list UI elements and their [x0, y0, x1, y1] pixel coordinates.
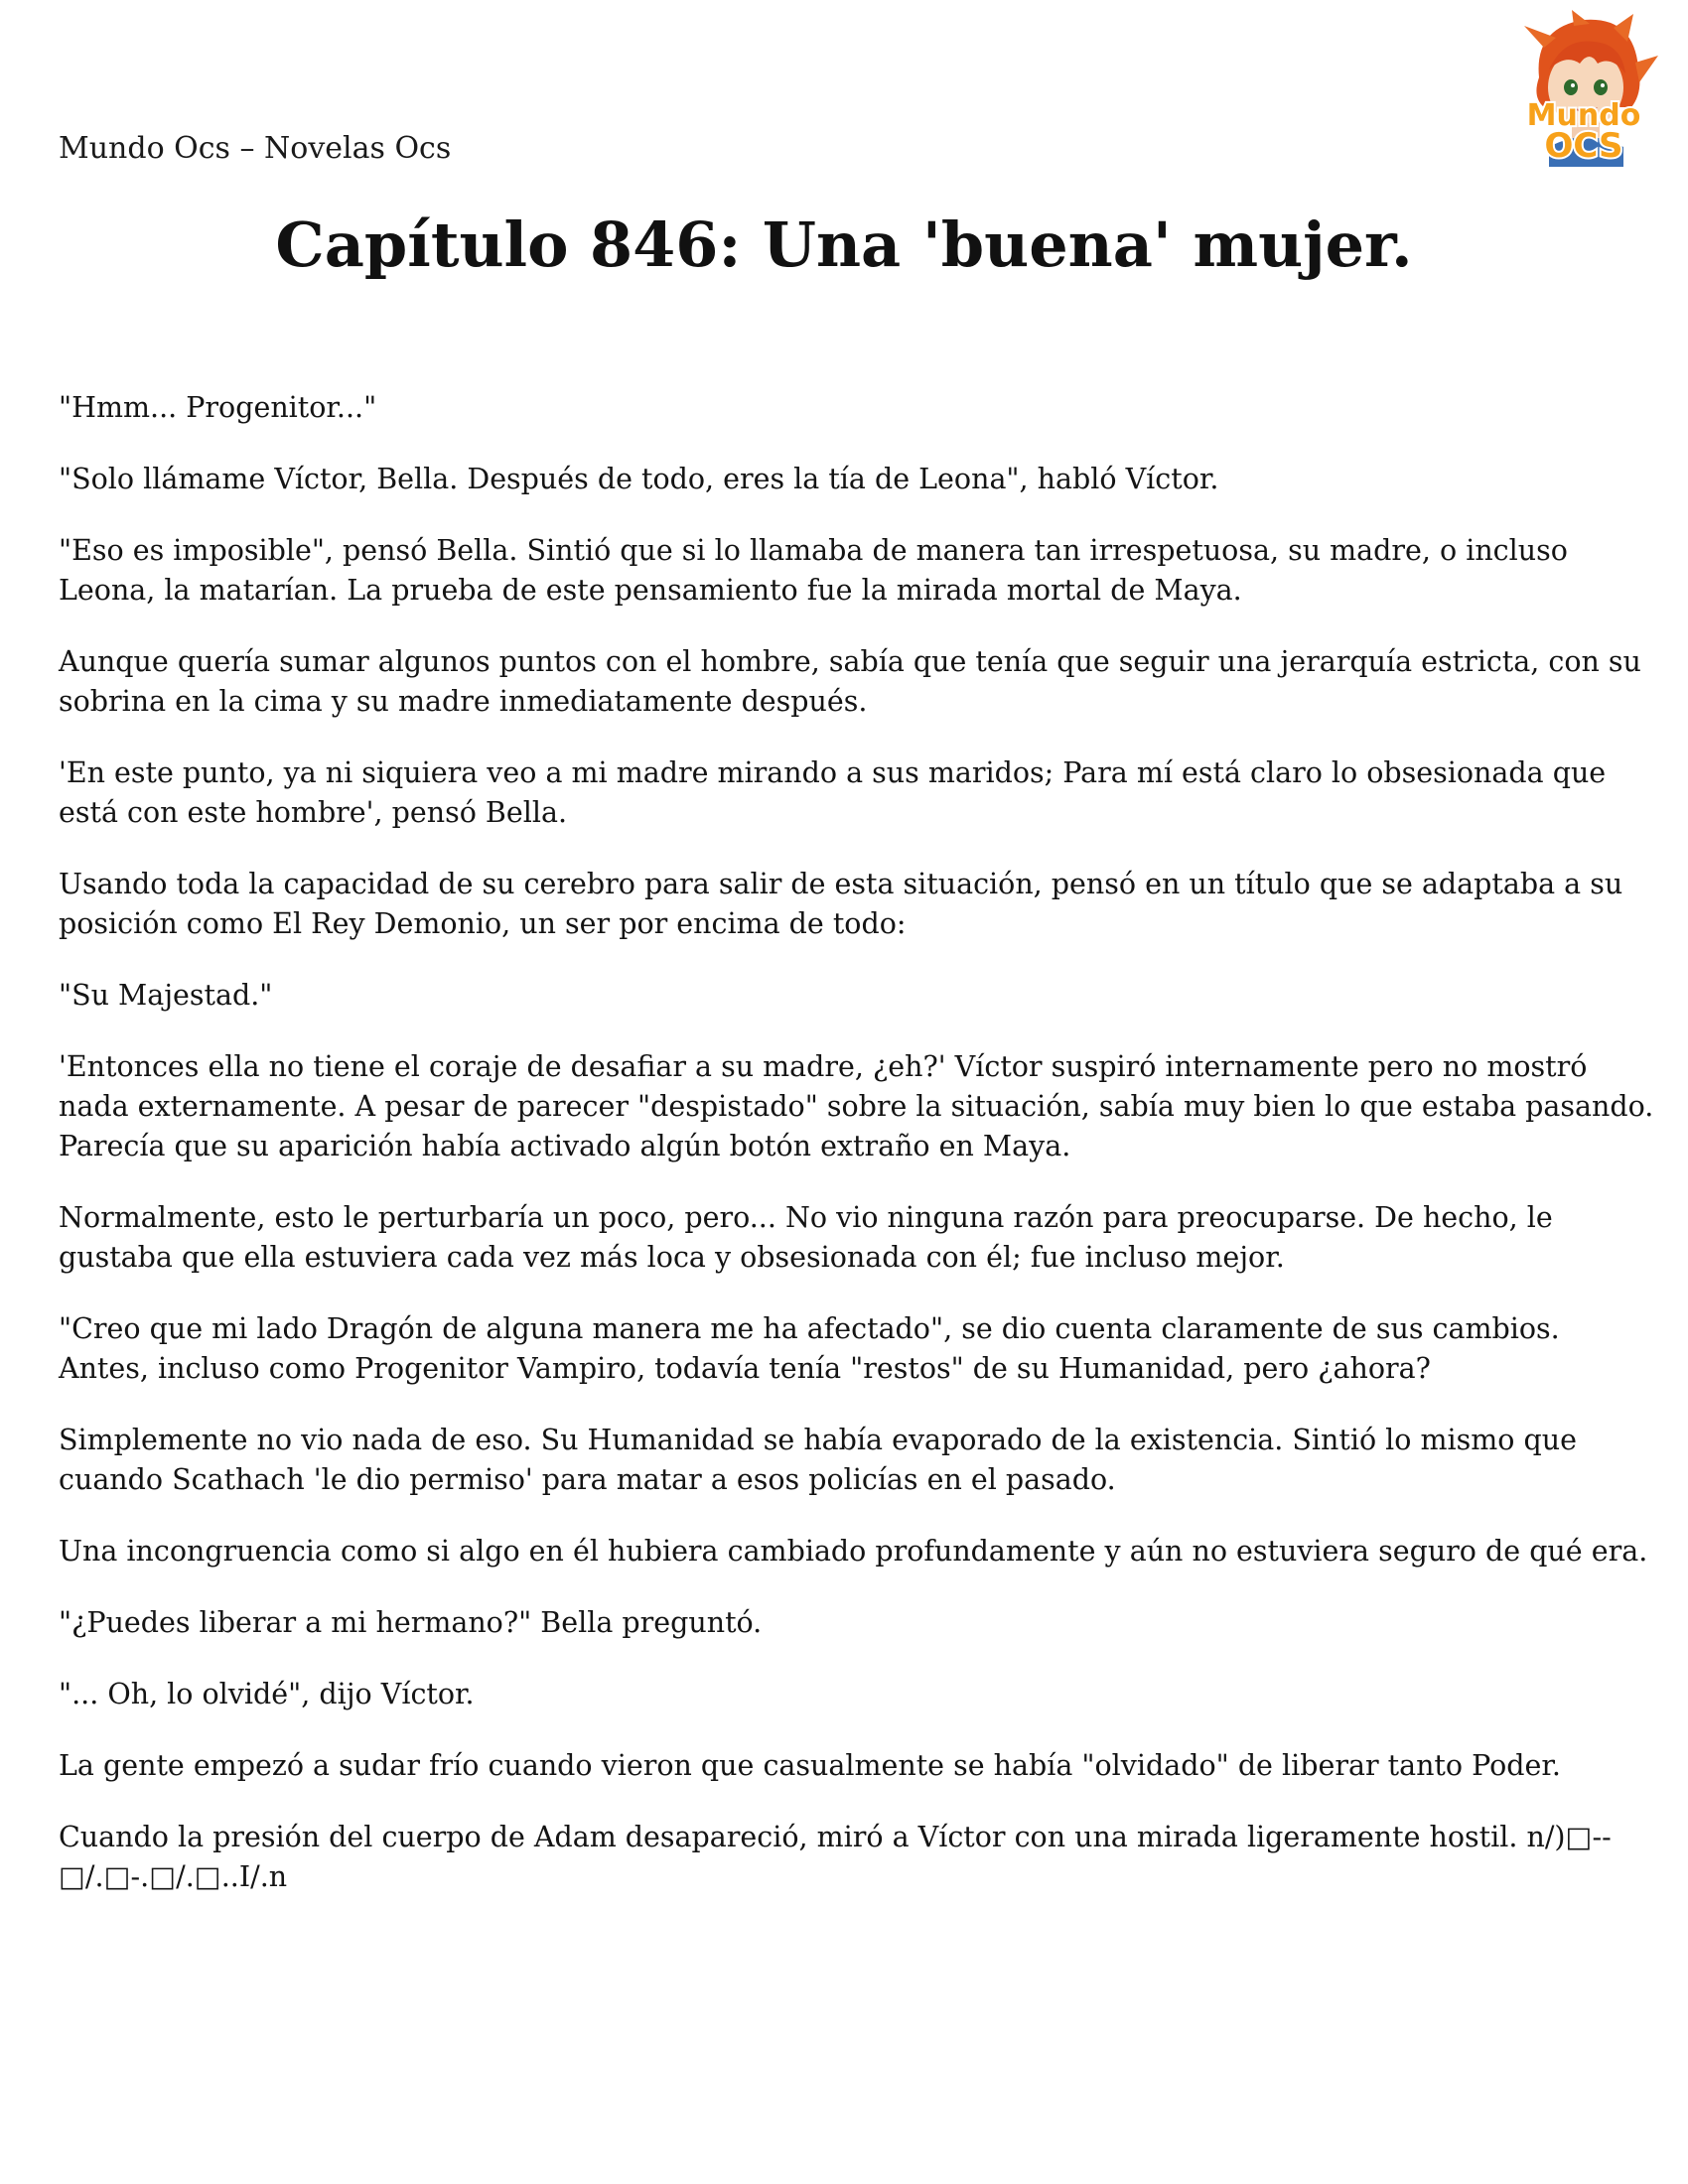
paragraph: La gente empezó a sudar frío cuando vieron que casualmente se había "olvidado" de liberar tanto Poder.	[59, 1749, 1561, 1782]
paragraph: "Creo que mi lado Dragón de alguna manera me ha afectado", se dio cuenta claramente de sus cambios. Antes, incluso como Progenitor Vampiro, todavía tenía "restos" de su Humanidad, pero ¿ahora?	[59, 1312, 1560, 1385]
paragraph: "Su Majestad."	[59, 979, 273, 1012]
paragraph: Usando toda la capacidad de su cerebro para salir de esta situación, pensó en un título que se adaptaba a su posición como El Rey Demonio, un ser por encima de todo:	[59, 868, 1623, 940]
paragraph: Cuando la presión del cuerpo de Adam desapareció, miró a Víctor con una mirada ligeramente hostil. n/)□-- □/.□-.□/.□..I/.n	[59, 1821, 1612, 1893]
paragraph: "Hmm... Progenitor..."	[59, 391, 377, 424]
paragraph: Aunque quería sumar algunos puntos con el hombre, sabía que tenía que seguir una jerarquía estricta, con su sobrina en la cima y su madre inmediatamente después.	[59, 645, 1641, 718]
paragraph: Normalmente, esto le perturbaría un poco, pero... No vio ninguna razón para preocuparse. De hecho, le gustaba que ella estuviera cada vez más loca y obsesionada con él; fue incluso mejor.	[59, 1201, 1553, 1274]
paragraph: "¿Puedes liberar a mi hermano?" Bella preguntó.	[59, 1606, 763, 1639]
chapter-title: Capítulo 846: Una 'buena' mujer.	[275, 208, 1413, 281]
paragraph: "... Oh, lo olvidé", dijo Víctor.	[59, 1678, 475, 1710]
svg-text:Mundo: Mundo	[1526, 98, 1641, 133]
anime-character-logo-icon	[1494, 8, 1673, 192]
svg-text:OCS: OCS	[1544, 126, 1623, 166]
paragraph: "Eso es imposible", pensó Bella. Sintió que si lo llamaba de manera tan irrespetuosa, su madre, o incluso Leona, la matarían. La prueba de este pensamiento fue la mirada mortal de Maya.	[59, 534, 1568, 607]
paragraph: 'En este punto, ya ni siquiera veo a mi madre mirando a sus maridos; Para mí está claro lo obsesionada que está con este hombre', pensó Bella.	[59, 756, 1607, 829]
paragraph: Una incongruencia como si algo en él hubiera cambiado profundamente y aún no estuviera seguro de qué era.	[59, 1535, 1648, 1568]
paragraph: "Solo llámame Víctor, Bella. Después de todo, eres la tía de Leona", habló Víctor.	[59, 463, 1219, 495]
site-header: Mundo Ocs – Novelas Ocs	[59, 131, 452, 166]
paragraph: Simplemente no vio nada de eso. Su Humanidad se había evaporado de la existencia. Sintió lo mismo que cuando Scathach 'le dio permiso' para matar a esos policías en el pasado.	[59, 1424, 1577, 1496]
chapter-body	[59, 388, 1657, 1929]
paragraph: 'Entonces ella no tiene el coraje de desafiar a su madre, ¿eh?' Víctor suspiró internamente pero no mostró nada externamente. A pesar de parecer "despistado" sobre la situación, sabía muy bien lo que estaba pasando. Parecía que su aparición había activado algún botón extraño en Maya.	[59, 1050, 1654, 1162]
